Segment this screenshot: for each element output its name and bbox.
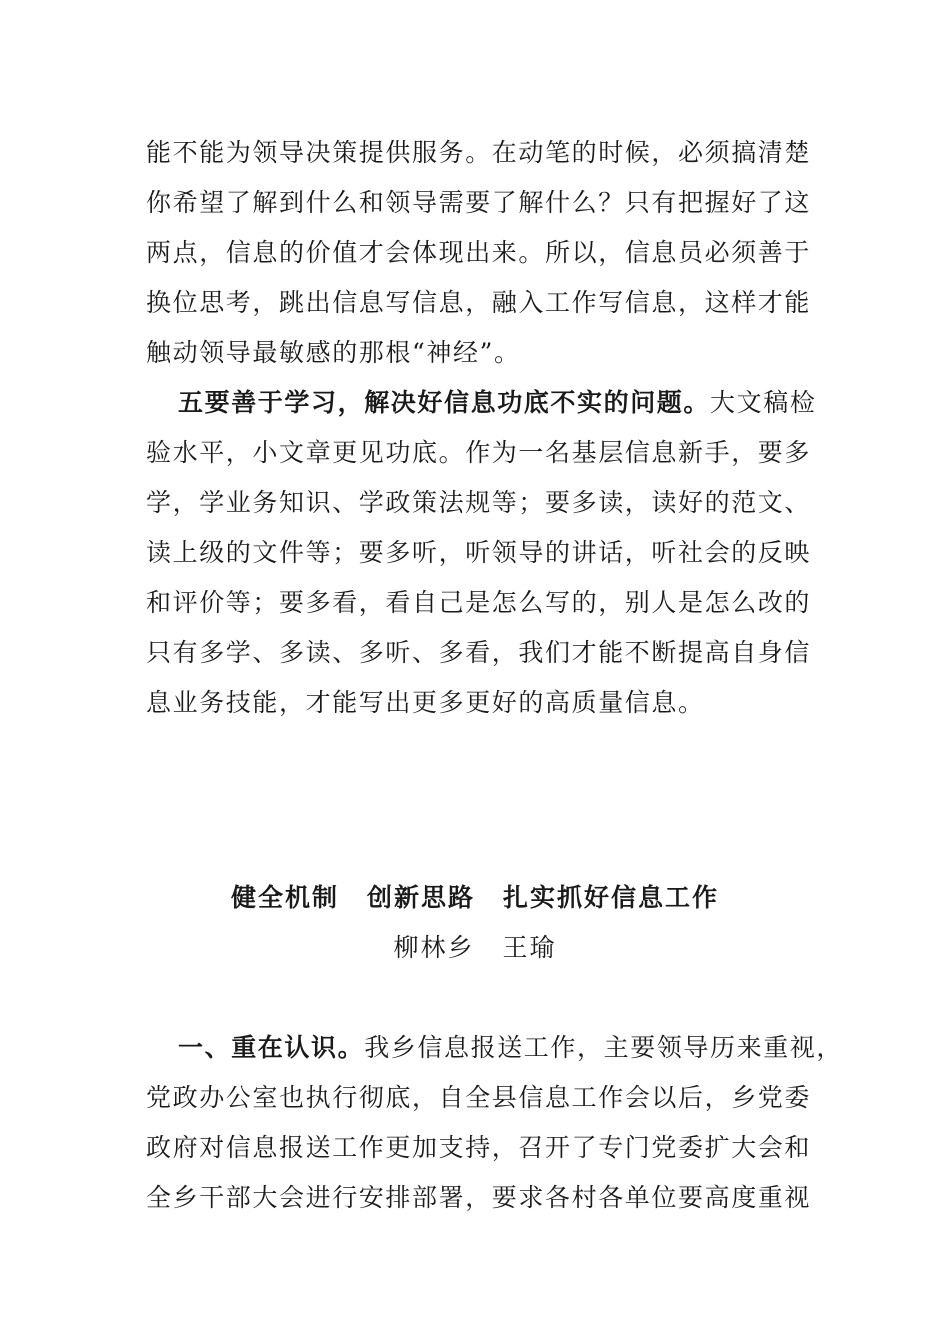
- paragraph-line: 验水平，小文章更见功底。作为一名基层信息新手，要多: [146, 438, 812, 467]
- paragraph-line: 只有多学、多读、多听、多看，我们才能不断提高自身信: [146, 638, 812, 667]
- author-name: 王瑜: [502, 933, 557, 962]
- paragraph-line: 读上级的文件等；要多听，听领导的讲话，听社会的反映: [146, 538, 812, 567]
- paragraph-line: 全乡干部大会进行安排部署，要求各村各单位要高度重视: [146, 1183, 812, 1212]
- title-part: 健全机制: [230, 883, 339, 912]
- paragraph-text: 我乡信息报送工作，主要领导历来重视，: [364, 1033, 844, 1062]
- paragraph-heading: 五要善于学习，解决好信息功底不实的问题。: [178, 388, 711, 417]
- paragraph-line: 两点，信息的价值才会体现出来。所以，信息员必须善于: [146, 238, 812, 267]
- paragraph-line: 政府对信息报送工作更加支持，召开了专门党委扩大会和: [146, 1133, 812, 1162]
- author-place: 柳林乡: [393, 933, 475, 962]
- title-part: 扎实抓好信息工作: [503, 883, 720, 912]
- paragraph-text: 大文稿检: [710, 388, 817, 417]
- paragraph-first-line: [178, 1033, 843, 1063]
- article-author: [0, 933, 950, 963]
- paragraph-heading: 一、重在认识。: [178, 1033, 365, 1062]
- paragraph-line: 学，学业务知识、学政策法规等；要多读，读好的范文、: [146, 488, 812, 517]
- title-part: 创新思路: [366, 883, 475, 912]
- paragraph-line: 能不能为领导决策提供服务。在动笔的时候，必须搞清楚: [146, 138, 812, 167]
- paragraph-line: 息业务技能，才能写出更多更好的高质量信息。: [146, 688, 705, 717]
- paragraph-line: 党政办公室也执行彻底，自全县信息工作会以后，乡党委: [146, 1083, 812, 1112]
- paragraph-line: 你希望了解到什么和领导需要了解什么？只有把握好了这: [146, 188, 812, 217]
- article-title: [0, 883, 950, 913]
- paragraph-line: 触动领导最敏感的那根“神经”。: [146, 338, 521, 367]
- paragraph-line: 换位思考，跳出信息写信息，融入工作写信息，这样才能: [146, 288, 812, 317]
- paragraph-line: 和评价等；要多看，看自己是怎么写的，别人是怎么改的: [146, 588, 812, 617]
- paragraph-first-line: [178, 388, 816, 418]
